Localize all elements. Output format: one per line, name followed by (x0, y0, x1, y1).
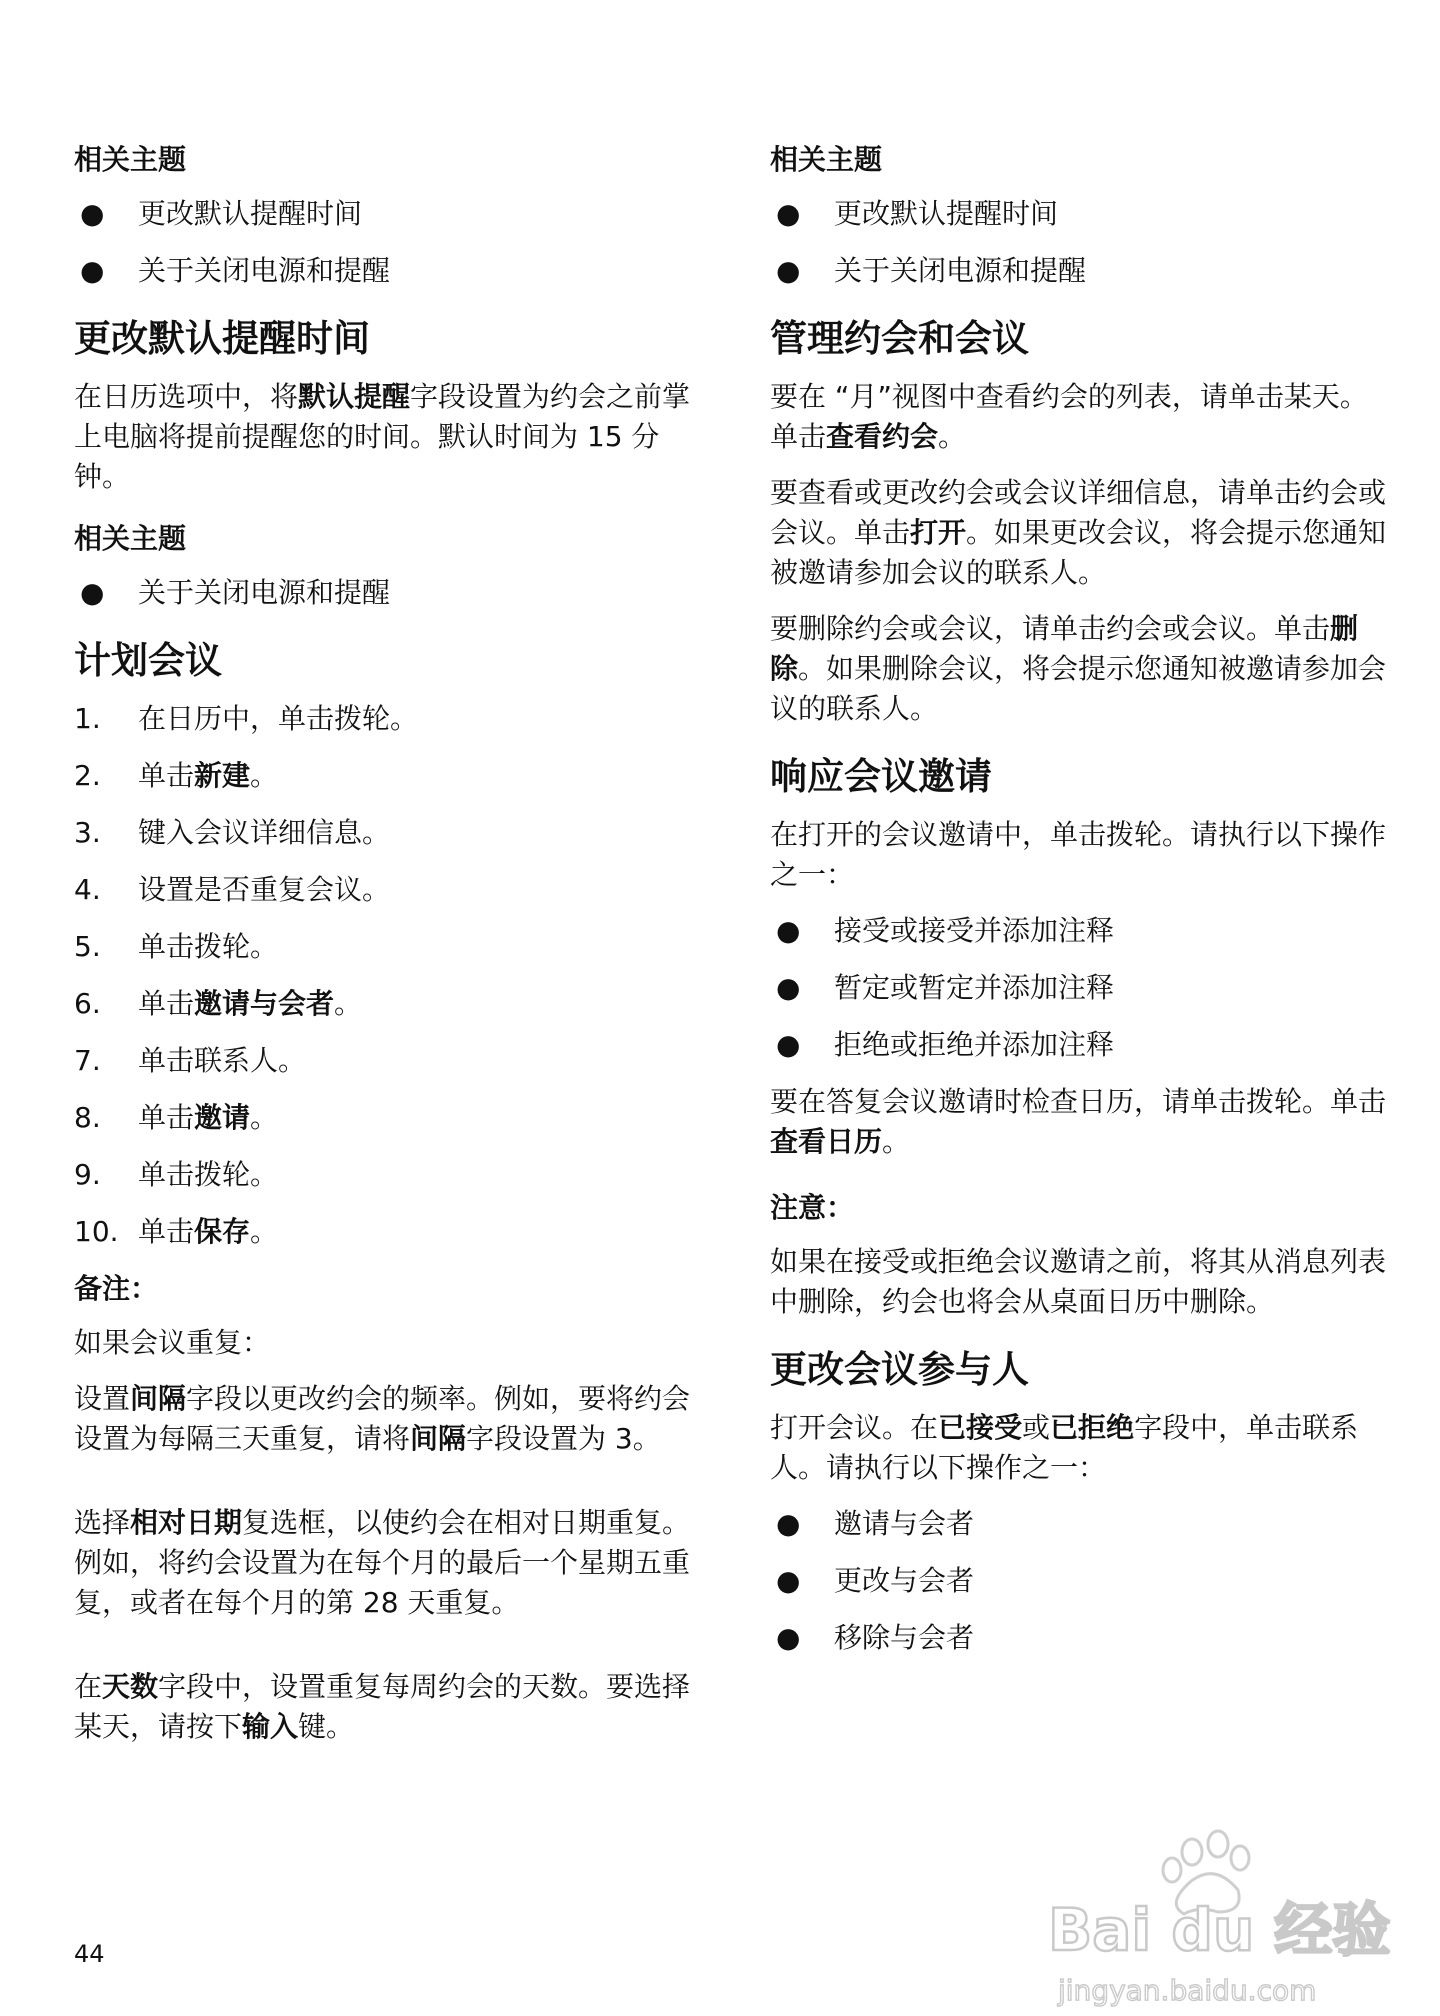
related-topics-heading: 相关主题 (74, 522, 187, 555)
step-item (74, 1155, 694, 1195)
page-number: 44 (74, 1940, 105, 1968)
step-number: 7. (74, 1044, 101, 1077)
paragraph: 要删除约会或会议，请单击约会或会议。单击删除。如果删除会议，将会提示您通知被邀请参加会议的联系人。 (770, 612, 1387, 725)
step-text: 单击邀请与会者。 (138, 987, 363, 1020)
step-text: 单击拨轮。 (138, 930, 279, 963)
paragraph: 要在 “月”视图中查看约会的列表，请单击某天。单击查看约会。 (770, 380, 1368, 453)
respond-options-list (770, 911, 1390, 1065)
related-link[interactable]: 更改默认提醒时间 (138, 197, 363, 230)
bullet-icon: ● (776, 914, 801, 947)
list-item (74, 194, 694, 234)
bullet-icon: ● (776, 197, 801, 230)
paragraph: 如果在接受或拒绝会议邀请之前，将其从消息列表中删除，约会也将会从桌面日历中删除。 (770, 1245, 1387, 1318)
section-heading-plan-meeting: 计划会议 (74, 639, 222, 682)
list-item: ● 邀请与会者 (770, 1504, 1390, 1544)
paragraph: 在天数字段中，设置重复每周约会的天数。要选择某天，请按下输入键。 (74, 1670, 691, 1743)
section-heading-manage: 管理约会和会议 (770, 317, 1029, 360)
paragraph: 选择相对日期复选框，以使约会在相对日期重复。例如，将约会设置为在每个月的最后一个星期五重复，或者在每个月的第 28 天重复。 (74, 1506, 691, 1619)
step-text: 单击拨轮。 (138, 1158, 279, 1191)
section-heading-change-default: 更改默认提醒时间 (74, 317, 370, 360)
bullet-icon: ● (776, 1507, 801, 1540)
paragraph: 设置间隔字段以更改约会的频率。例如，要将约会设置为每隔三天重复，请将间隔字段设置为 3。 (74, 1382, 691, 1455)
paragraph: 要在答复会议邀请时检查日历，请单击拨轮。单击查看日历。 (770, 1085, 1387, 1158)
step-number: 10. (74, 1215, 119, 1248)
section-heading-respond: 响应会议邀请 (770, 755, 992, 798)
bullet-icon: ● (776, 254, 801, 287)
step-text: 在日历中，单击拨轮。 (138, 702, 419, 735)
note-heading: 备注： (74, 1272, 159, 1305)
related-topics-list (74, 573, 694, 613)
related-topics-heading: 相关主题 (770, 143, 883, 176)
step-text: 设置是否重复会议。 (138, 873, 391, 906)
baidu-jingyan-watermark (1040, 1810, 1391, 2010)
list-item: ● 移除与会者 (770, 1618, 1390, 1658)
step-item (74, 927, 694, 967)
step-item (74, 1098, 694, 1138)
list-item: ● 暂定或暂定并添加注释 (770, 968, 1390, 1008)
right-column (770, 140, 1390, 1675)
bullet-icon: ● (776, 1564, 801, 1597)
step-item (74, 699, 694, 739)
related-link[interactable]: 关于关闭电源和提醒 (138, 576, 391, 609)
step-number: 8. (74, 1101, 101, 1134)
step-number: 5. (74, 930, 101, 963)
list-item (770, 251, 1390, 291)
step-item (74, 813, 694, 853)
bullet-icon: ● (80, 576, 105, 609)
attendees-options-list (770, 1504, 1390, 1658)
bullet-icon: ● (80, 254, 105, 287)
step-text: 键入会议详细信息。 (138, 816, 391, 849)
paragraph: 打开会议。在已接受或已拒绝字段中，单击联系人。请执行以下操作之一： (770, 1411, 1359, 1484)
step-number: 4. (74, 873, 101, 906)
paragraph: 在打开的会议邀请中，单击拨轮。请执行以下操作之一： (770, 818, 1387, 891)
watermark-brand: Bai du 经验 (1048, 1896, 1391, 1964)
paragraph: 在日历选项中，将默认提醒字段设置为约会之前掌上电脑将提前提醒您的时间。默认时间为 15 分钟。 (74, 380, 691, 493)
list-item: ● 接受或接受并添加注释 (770, 911, 1390, 951)
related-link[interactable]: 关于关闭电源和提醒 (834, 254, 1087, 287)
step-text: 单击邀请。 (138, 1101, 279, 1134)
step-item (74, 1041, 694, 1081)
step-text: 单击保存。 (138, 1215, 279, 1248)
attention-heading: 注意： (770, 1191, 855, 1224)
step-item (74, 756, 694, 796)
list-item (74, 251, 694, 291)
step-number: 9. (74, 1158, 101, 1191)
step-item (74, 984, 694, 1024)
related-link[interactable]: 更改默认提醒时间 (834, 197, 1059, 230)
bullet-icon: ● (776, 971, 801, 1004)
steps-list (74, 699, 694, 1252)
step-number: 2. (74, 759, 101, 792)
related-topics-heading: 相关主题 (74, 143, 187, 176)
watermark-url: jingyan.baidu.com (1058, 1974, 1317, 2007)
paragraph: 要查看或更改约会或会议详细信息，请单击约会或会议。单击打开。如果更改会议，将会提示您通知被邀请参加会议的联系人。 (770, 476, 1387, 589)
list-item (770, 194, 1390, 234)
bullet-icon: ● (776, 1621, 801, 1654)
list-item (74, 573, 694, 613)
related-topics-list (770, 194, 1390, 291)
related-topics-list (74, 194, 694, 291)
section-heading-change-attendees: 更改会议参与人 (770, 1348, 1029, 1391)
step-item (74, 870, 694, 910)
list-item: ● 更改与会者 (770, 1561, 1390, 1601)
bullet-icon: ● (80, 197, 105, 230)
left-column (74, 140, 694, 1763)
step-number: 3. (74, 816, 101, 849)
bullet-icon: ● (776, 1028, 801, 1061)
step-number: 1. (74, 702, 101, 735)
step-item (74, 1212, 694, 1252)
list-item: ● 拒绝或拒绝并添加注释 (770, 1025, 1390, 1065)
related-link[interactable]: 关于关闭电源和提醒 (138, 254, 391, 287)
paragraph: 如果会议重复： (74, 1326, 271, 1359)
step-number: 6. (74, 987, 101, 1020)
step-text: 单击新建。 (138, 759, 279, 792)
step-text: 单击联系人。 (138, 1044, 307, 1077)
